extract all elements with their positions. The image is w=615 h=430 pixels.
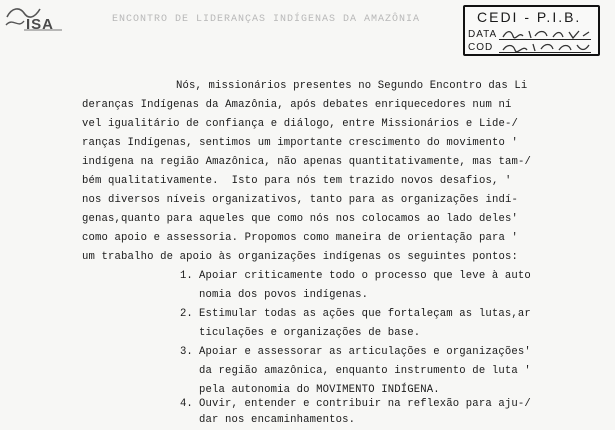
handwritten-code-scribble	[501, 41, 591, 53]
text-line: da região amazônica, enquanto instrumento de luta '	[199, 365, 531, 377]
text-line: vel igualitário de confiança e diálogo, entre Missionários e Lide-/	[82, 118, 518, 130]
text-line: nomia dos povos indígenas.	[199, 289, 369, 301]
text-line: Apoiar criticamente todo o processo que leve à auto	[199, 270, 531, 282]
text-line: ranças Indígenas, sentimos um importante crescimento do movimento '	[82, 137, 518, 149]
text-line: Estimular todas as ações que fortaleçam as lutas,ar	[199, 308, 531, 320]
text-line: Ouvir, entender e contribuir na reflexão para aju-/	[199, 398, 531, 410]
text-line: como apoio e assessoria. Propomos como maneira de orientação para '	[82, 232, 518, 244]
faint-heading: ENCONTRO DE LIDERANÇAS INDÍGENAS DA AMAZÔNIA	[112, 14, 421, 25]
text-line: pela autonomia do MOVIMENTO INDÍGENA.	[199, 384, 440, 396]
stamp-title: CEDI - P.I.B.	[477, 9, 582, 25]
text-line: dar nos encaminhamentos.	[199, 414, 356, 426]
stamp-cod-label: COD	[468, 42, 494, 53]
text-line: Nós, missionários presentes no Segundo Encontro das Li	[176, 80, 528, 92]
handwritten-date-scribble	[501, 28, 591, 40]
text-line: um trabalho de apoio às organizações indígenas os seguintes pontos:	[82, 251, 518, 263]
text-line: nos diversos níveis organizativos, tanto para as organizações indí-	[82, 194, 518, 206]
list-item-number: 4.	[180, 398, 193, 410]
list-item-number: 3.	[180, 346, 193, 358]
isa-logo	[4, 3, 66, 33]
text-line: indígena na região Amazônica, não apenas quantitativamente, mas tam-/	[82, 156, 532, 168]
list-item-number: 2.	[180, 308, 193, 320]
text-line: deranças Indígenas da Amazônia, após debates enriquecedores num ní	[82, 99, 512, 111]
logo-word: ISA	[26, 16, 55, 33]
text-line: bém qualitativamente. Isto para nós tem trazido novos desafios, '	[82, 175, 512, 187]
text-line: Apoiar e assessorar as articulações e organizações'	[199, 346, 531, 358]
archive-stamp	[463, 5, 600, 56]
stamp-date-label: DATA	[468, 29, 498, 40]
text-line: genas,quanto para aqueles que como nós nos colocamos ao lado deles'	[82, 213, 518, 225]
list-item-number: 1.	[180, 270, 193, 282]
text-line: ticulações e organizações de base.	[199, 327, 421, 339]
